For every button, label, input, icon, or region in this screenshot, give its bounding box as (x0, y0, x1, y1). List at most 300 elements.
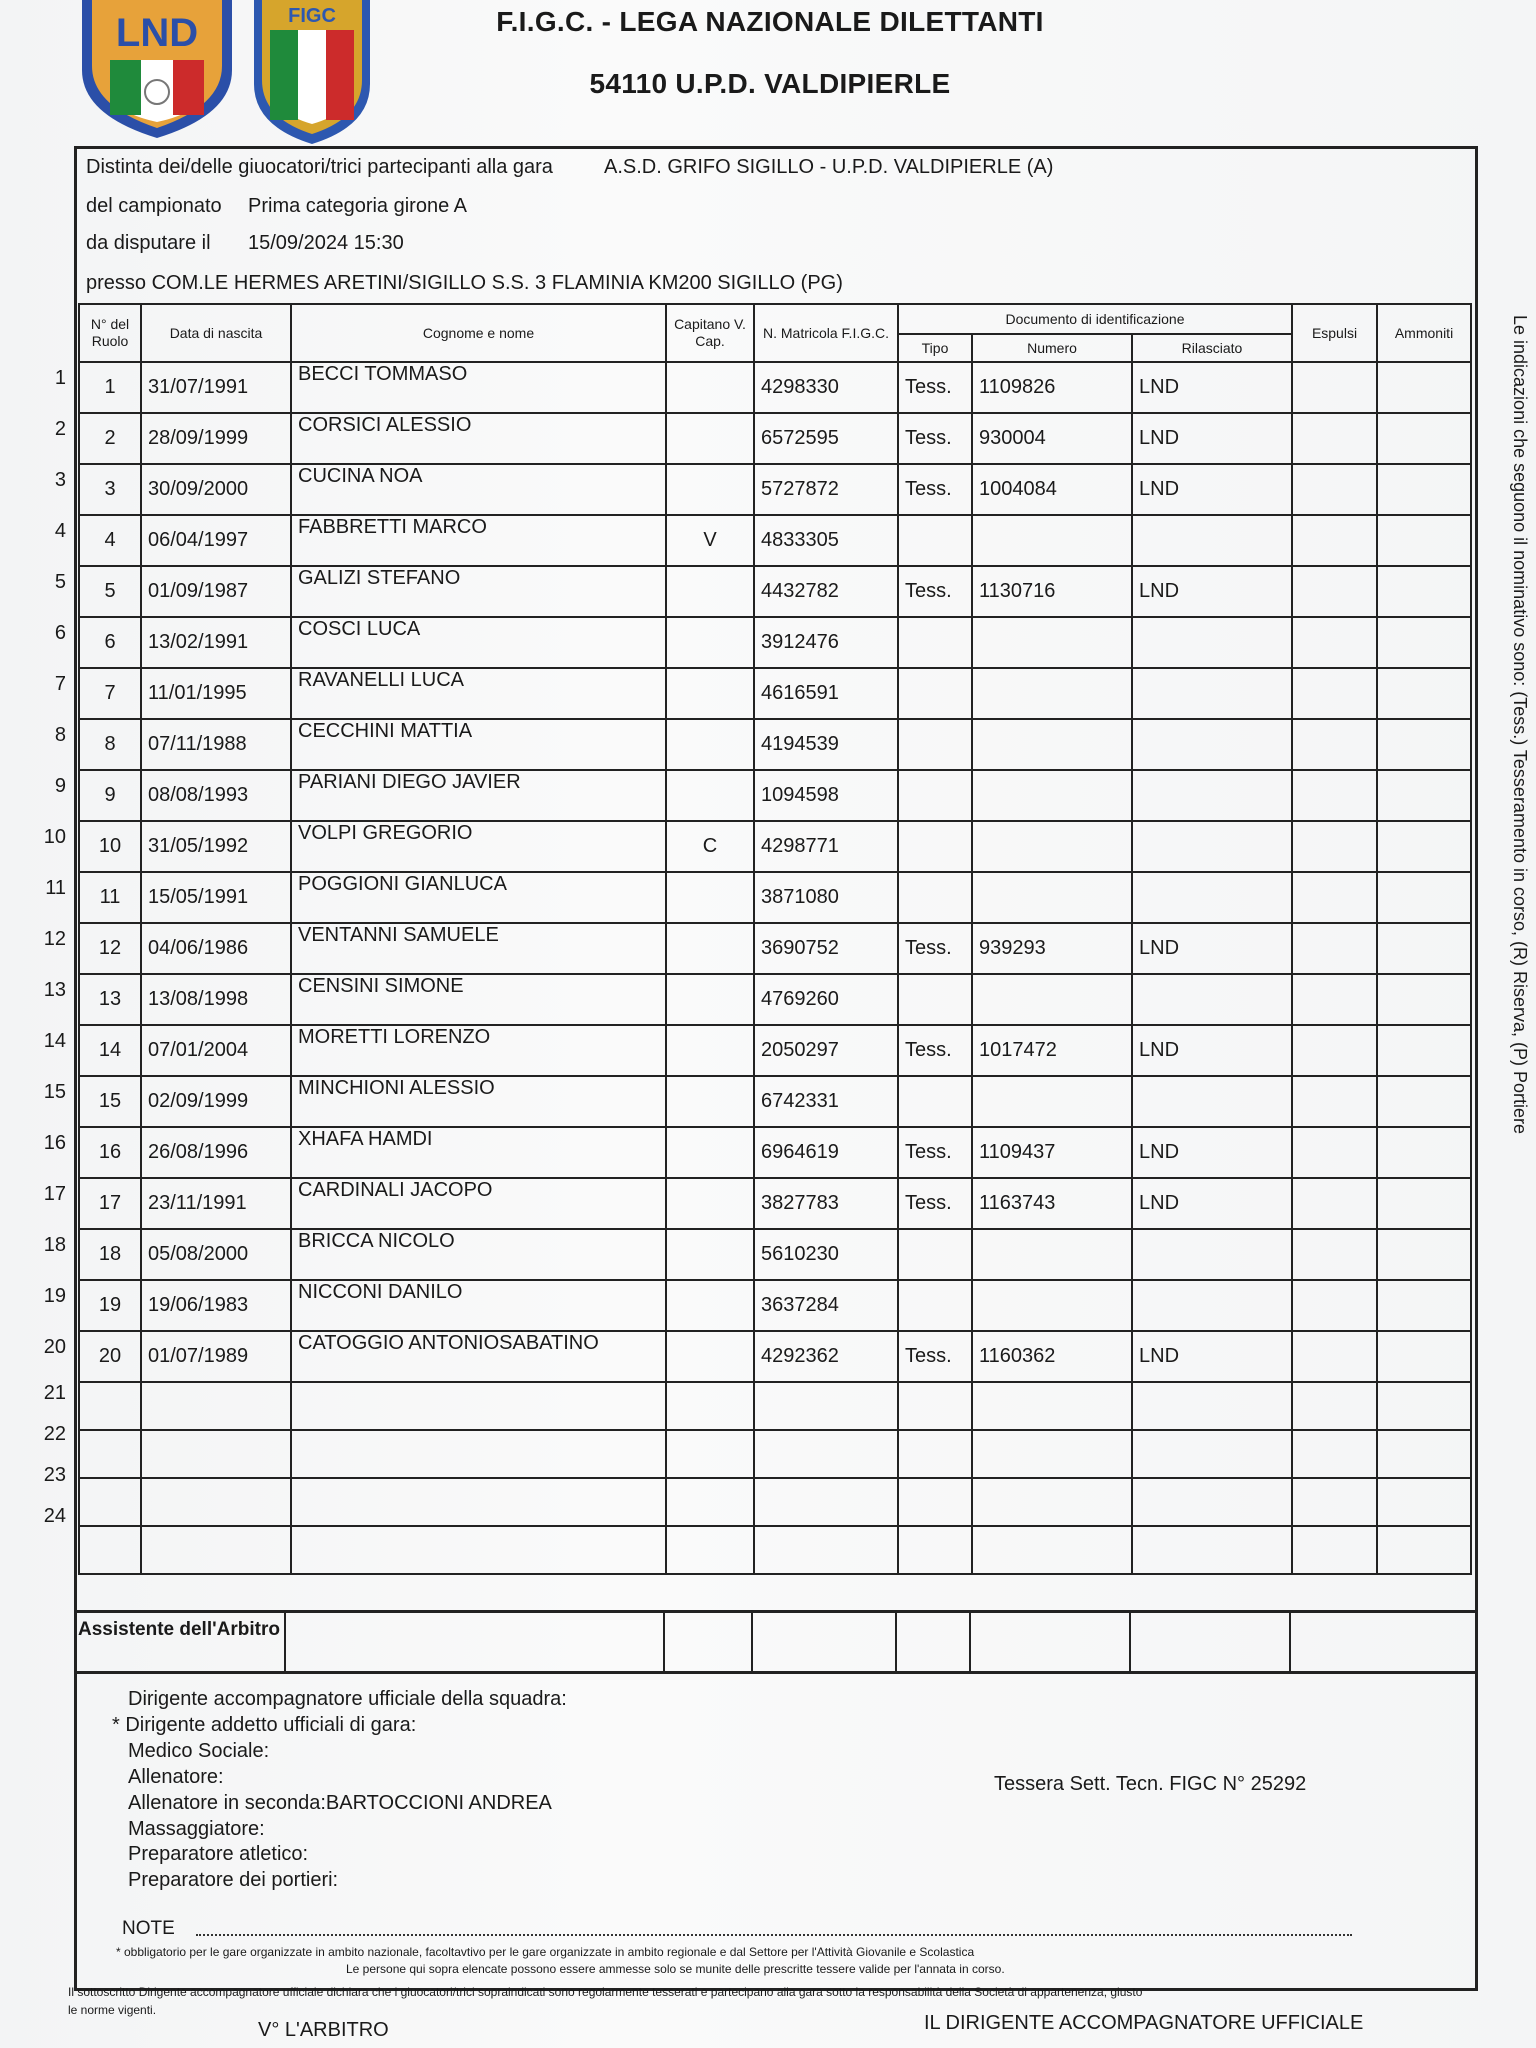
cell-dob: 31/05/1992 (141, 821, 291, 872)
cell-ruolo: 11 (79, 872, 141, 923)
assistant-label: Assistente dell'Arbitro (74, 1613, 286, 1671)
cell-dob (141, 1526, 291, 1574)
cell-espulsi (1292, 1025, 1377, 1076)
cell-dob: 07/01/2004 (141, 1025, 291, 1076)
cell-rilasciato: LND (1132, 1178, 1292, 1229)
cell-name: FABBRETTI MARCO (291, 515, 666, 566)
cell-rilasciato: LND (1132, 464, 1292, 515)
cell-capitano (666, 566, 754, 617)
cell-espulsi (1292, 1076, 1377, 1127)
cell-ruolo: 16 (79, 1127, 141, 1178)
cell-tipo (898, 1430, 972, 1478)
cell-matricola: 2050297 (754, 1025, 898, 1076)
cell-dob: 26/08/1996 (141, 1127, 291, 1178)
cell-ammoniti (1377, 1229, 1471, 1280)
cell-rilasciato (1132, 1382, 1292, 1430)
cell-ruolo: 8 (79, 719, 141, 770)
cell-numero (972, 872, 1132, 923)
cell-ammoniti (1377, 1280, 1471, 1331)
cell-dob: 15/05/1991 (141, 872, 291, 923)
player-row (79, 1382, 1471, 1430)
cell-espulsi (1292, 974, 1377, 1025)
row-number: 21 (43, 1381, 66, 1404)
cell-ammoniti (1377, 413, 1471, 464)
col-espulsi: Espulsi (1292, 304, 1377, 362)
cell-rilasciato: LND (1132, 1331, 1292, 1382)
cell-dob: 13/02/1991 (141, 617, 291, 668)
cell-dob: 07/11/1988 (141, 719, 291, 770)
row-number: 1 (54, 366, 66, 389)
staff-dirigente: Dirigente accompagnatore ufficiale della squadra: (128, 1688, 567, 1710)
cell-rilasciato: LND (1132, 413, 1292, 464)
cell-ammoniti (1377, 719, 1471, 770)
cell-matricola: 4298771 (754, 821, 898, 872)
staff-preparatore-atletico: Preparatore atletico: (128, 1843, 309, 1865)
cell-numero: 1109437 (972, 1127, 1132, 1178)
cell-matricola (754, 1478, 898, 1526)
cell-tipo: Tess. (898, 413, 972, 464)
row-number: 12 (43, 927, 66, 950)
cell-matricola: 3637284 (754, 1280, 898, 1331)
cell-name: CENSINI SIMONE (291, 974, 666, 1025)
player-row (79, 923, 1471, 974)
date-line (86, 232, 404, 255)
cell-capitano (666, 362, 754, 413)
match-name: A.S.D. GRIFO SIGILLO - U.P.D. VALDIPIERLE (A) (604, 156, 1054, 178)
cell-name: XHAFA HAMDI (291, 1127, 666, 1178)
cell-name: NICCONI DANILO (291, 1280, 666, 1331)
col-nascita: Data di nascita (141, 304, 291, 362)
cell-numero: 1130716 (972, 566, 1132, 617)
cell-rilasciato (1132, 668, 1292, 719)
col-rilasciato: Rilasciato (1132, 334, 1292, 362)
cell-capitano (666, 413, 754, 464)
cell-ammoniti (1377, 1025, 1471, 1076)
cell-ammoniti (1377, 923, 1471, 974)
cell-dob: 19/06/1983 (141, 1280, 291, 1331)
cell-matricola: 4194539 (754, 719, 898, 770)
player-row (79, 362, 1471, 413)
col-nome: Cognome e nome (291, 304, 666, 362)
row-number: 9 (54, 774, 66, 797)
player-row (79, 1076, 1471, 1127)
row-number: 5 (54, 570, 66, 593)
cell-espulsi (1292, 872, 1377, 923)
cell-numero: 1017472 (972, 1025, 1132, 1076)
cell-tipo: Tess. (898, 464, 972, 515)
player-row (79, 1430, 1471, 1478)
cell-numero: 1109826 (972, 362, 1132, 413)
cell-capitano (666, 1382, 754, 1430)
cell-capitano (666, 872, 754, 923)
cell-capitano (666, 464, 754, 515)
cell-numero: 1004084 (972, 464, 1132, 515)
cell-name: CORSICI ALESSIO (291, 413, 666, 464)
row-number: 11 (45, 876, 66, 899)
cell-tipo: Tess. (898, 1178, 972, 1229)
cell-tipo (898, 770, 972, 821)
championship-value: Prima categoria girone A (248, 195, 468, 217)
cell-ruolo: 19 (79, 1280, 141, 1331)
row-number: 13 (43, 978, 66, 1001)
intro-label: Distinta dei/delle giuocatori/trici partecipanti alla gara (86, 156, 553, 178)
row-number: 10 (43, 825, 66, 848)
assistant-row (74, 1610, 1478, 1674)
row-number: 23 (43, 1463, 66, 1486)
cell-espulsi (1292, 413, 1377, 464)
player-row (79, 974, 1471, 1025)
cell-name (291, 1382, 666, 1430)
cell-dob: 30/09/2000 (141, 464, 291, 515)
cell-matricola: 6742331 (754, 1076, 898, 1127)
cell-numero (972, 1526, 1132, 1574)
col-documento: Documento di identificazione (898, 304, 1292, 334)
cell-espulsi (1292, 821, 1377, 872)
cell-espulsi (1292, 668, 1377, 719)
cell-ammoniti (1377, 566, 1471, 617)
footnote-2: Le persone qui sopra elencate possono essere ammesse solo se munite delle prescritte tessere valide per l'annata in corso. (346, 1962, 1005, 1976)
cell-espulsi (1292, 770, 1377, 821)
cell-numero (972, 515, 1132, 566)
cell-espulsi (1292, 566, 1377, 617)
cell-ruolo: 3 (79, 464, 141, 515)
venue-line: presso COM.LE HERMES ARETINI/SIGILLO S.S. 3 FLAMINIA KM200 SIGILLO (PG) (86, 272, 843, 294)
cell-rilasciato: LND (1132, 566, 1292, 617)
cell-ruolo: 17 (79, 1178, 141, 1229)
cell-matricola: 5610230 (754, 1229, 898, 1280)
cell-rilasciato (1132, 515, 1292, 566)
cell-capitano (666, 1526, 754, 1574)
player-row (79, 515, 1471, 566)
cell-matricola: 4833305 (754, 515, 898, 566)
cell-rilasciato (1132, 719, 1292, 770)
side-legend (1502, 315, 1532, 1265)
player-row (79, 719, 1471, 770)
tessera-number: Tessera Sett. Tecn. FIGC N° 25292 (994, 1773, 1307, 1795)
cell-dob: 04/06/1986 (141, 923, 291, 974)
cell-matricola: 6572595 (754, 413, 898, 464)
signature-dirigente: IL DIRIGENTE ACCOMPAGNATORE UFFICIALE (924, 2012, 1364, 2034)
cell-ruolo: 20 (79, 1331, 141, 1382)
cell-ammoniti (1377, 1382, 1471, 1430)
cell-capitano (666, 668, 754, 719)
cell-ammoniti (1377, 1430, 1471, 1478)
col-capitano: Capitano V. Cap. (666, 304, 754, 362)
cell-rilasciato: LND (1132, 923, 1292, 974)
cell-numero (972, 668, 1132, 719)
cell-capitano (666, 1229, 754, 1280)
cell-rilasciato (1132, 1076, 1292, 1127)
cell-matricola: 4769260 (754, 974, 898, 1025)
cell-ammoniti (1377, 1331, 1471, 1382)
cell-capitano (666, 1127, 754, 1178)
cell-dob: 08/08/1993 (141, 770, 291, 821)
cell-dob (141, 1430, 291, 1478)
cell-rilasciato: LND (1132, 1025, 1292, 1076)
row-number: 18 (43, 1233, 66, 1256)
cell-ruolo: 9 (79, 770, 141, 821)
row-number: 14 (43, 1029, 66, 1052)
cell-matricola: 1094598 (754, 770, 898, 821)
cell-tipo (898, 719, 972, 770)
cell-tipo: Tess. (898, 1127, 972, 1178)
cell-name (291, 1430, 666, 1478)
match-datetime: 15/09/2024 15:30 (248, 232, 404, 254)
svg-text:LND: LND (115, 11, 199, 55)
cell-dob (141, 1478, 291, 1526)
cell-dob: 05/08/2000 (141, 1229, 291, 1280)
cell-ruolo: 6 (79, 617, 141, 668)
cell-rilasciato (1132, 1478, 1292, 1526)
cell-rilasciato (1132, 1526, 1292, 1574)
cell-name: PARIANI DIEGO JAVIER (291, 770, 666, 821)
cell-rilasciato (1132, 1229, 1292, 1280)
row-number: 3 (54, 468, 66, 491)
cell-espulsi (1292, 1526, 1377, 1574)
svg-text:FIGC: FIGC (288, 5, 336, 27)
cell-name: BRICCA NICOLO (291, 1229, 666, 1280)
cell-tipo (898, 668, 972, 719)
declaration-2: le norme vigenti. (68, 2003, 157, 2017)
row-number: 17 (43, 1182, 66, 1205)
cell-capitano (666, 719, 754, 770)
cell-name: RAVANELLI LUCA (291, 668, 666, 719)
staff-allenatore: Allenatore: (128, 1766, 224, 1788)
cell-ammoniti (1377, 1076, 1471, 1127)
row-number: 15 (43, 1080, 66, 1103)
col-ruolo: N° del Ruolo (79, 304, 141, 362)
footnote-1: * obbligatorio per le gare organizzate in ambito nazionale, facoltavtivo per le gare organizzate in ambito regionale e dal Settore per l'Attività Giovanile e Scolastica (116, 1945, 975, 1959)
cell-matricola: 5727872 (754, 464, 898, 515)
cell-tipo: Tess. (898, 362, 972, 413)
cell-tipo (898, 1229, 972, 1280)
cell-espulsi (1292, 923, 1377, 974)
staff-allenatore-seconda (128, 1792, 552, 1815)
cell-tipo (898, 515, 972, 566)
cell-espulsi (1292, 719, 1377, 770)
cell-name: BECCI TOMMASO (291, 362, 666, 413)
cell-ruolo: 7 (79, 668, 141, 719)
player-row (79, 566, 1471, 617)
cell-numero (972, 1382, 1132, 1430)
cell-ammoniti (1377, 617, 1471, 668)
cell-tipo (898, 1280, 972, 1331)
cell-tipo (898, 974, 972, 1025)
staff-massaggiatore: Massaggiatore: (128, 1818, 265, 1840)
cell-tipo: Tess. (898, 923, 972, 974)
cell-tipo (898, 1076, 972, 1127)
cell-name: MINCHIONI ALESSIO (291, 1076, 666, 1127)
cell-name (291, 1478, 666, 1526)
cell-matricola (754, 1430, 898, 1478)
cell-capitano (666, 1076, 754, 1127)
cell-capitano (666, 1478, 754, 1526)
cell-matricola (754, 1382, 898, 1430)
cell-tipo: Tess. (898, 1025, 972, 1076)
cell-name: GALIZI STEFANO (291, 566, 666, 617)
cell-ammoniti (1377, 362, 1471, 413)
cell-ruolo: 4 (79, 515, 141, 566)
cell-matricola: 6964619 (754, 1127, 898, 1178)
cell-ruolo: 10 (79, 821, 141, 872)
cell-ammoniti (1377, 974, 1471, 1025)
declaration-1: Il sottoscritto Dirigente accompagnatore ufficiale dichiara che i giuocatori/trici sopraindicati sono regolarmente tesserati e partecipano alla gara sotto la responsabilità della Società di appartenenza, giusto (68, 1985, 1143, 1999)
row-number: 16 (43, 1131, 66, 1154)
cell-dob: 31/07/1991 (141, 362, 291, 413)
cell-capitano (666, 1331, 754, 1382)
cell-dob (141, 1382, 291, 1430)
cell-capitano (666, 617, 754, 668)
cell-capitano: C (666, 821, 754, 872)
row-number: 7 (54, 672, 66, 695)
cell-ruolo (79, 1526, 141, 1574)
cell-tipo: Tess. (898, 1331, 972, 1382)
row-number: 4 (54, 519, 66, 542)
row-number: 2 (54, 417, 66, 440)
cell-name: COSCI LUCA (291, 617, 666, 668)
figc-logo (254, 0, 370, 146)
cell-capitano (666, 1280, 754, 1331)
col-matricola: N. Matricola F.I.G.C. (754, 304, 898, 362)
cell-ruolo: 12 (79, 923, 141, 974)
players-body (79, 362, 1471, 1574)
cell-ammoniti (1377, 1127, 1471, 1178)
cell-ruolo (79, 1382, 141, 1430)
cell-numero: 930004 (972, 413, 1132, 464)
cell-rilasciato (1132, 821, 1292, 872)
cell-espulsi (1292, 1331, 1377, 1382)
cell-name: CECCHINI MATTIA (291, 719, 666, 770)
cell-tipo (898, 821, 972, 872)
cell-ruolo: 18 (79, 1229, 141, 1280)
cell-numero: 1163743 (972, 1178, 1132, 1229)
cell-ruolo: 14 (79, 1025, 141, 1076)
player-row (79, 1025, 1471, 1076)
staff-preparatore-portieri: Preparatore dei portieri: (128, 1869, 339, 1891)
championship-line (86, 195, 467, 218)
championship-label: del campionato (86, 195, 222, 217)
cell-capitano: V (666, 515, 754, 566)
allenatore-seconda-label: Allenatore in seconda: (128, 1792, 326, 1814)
cell-matricola: 3871080 (754, 872, 898, 923)
cell-ammoniti (1377, 821, 1471, 872)
cell-tipo (898, 1382, 972, 1430)
cell-rilasciato: LND (1132, 362, 1292, 413)
player-row (79, 1178, 1471, 1229)
staff-medico: Medico Sociale: (128, 1740, 270, 1762)
players-table (78, 303, 1472, 1575)
cell-rilasciato (1132, 1280, 1292, 1331)
cell-capitano (666, 1430, 754, 1478)
allenatore-seconda-name: BARTOCCIONI ANDREA (325, 1792, 552, 1814)
cell-ammoniti (1377, 1178, 1471, 1229)
row-number: 20 (43, 1335, 66, 1358)
signature-referee: V° L'ARBITRO (258, 2019, 389, 2041)
cell-tipo: Tess. (898, 566, 972, 617)
club-title: 54110 U.P.D. VALDIPIERLE (589, 68, 951, 99)
cell-tipo (898, 1526, 972, 1574)
cell-dob: 01/07/1989 (141, 1331, 291, 1382)
cell-dob: 28/09/1999 (141, 413, 291, 464)
cell-ammoniti (1377, 515, 1471, 566)
cell-matricola (754, 1526, 898, 1574)
cell-numero (972, 974, 1132, 1025)
cell-ammoniti (1377, 1478, 1471, 1526)
cell-ruolo (79, 1478, 141, 1526)
cell-name: CUCINA NOA (291, 464, 666, 515)
cell-capitano (666, 974, 754, 1025)
note-label: NOTE (122, 1918, 175, 1939)
cell-name: CARDINALI JACOPO (291, 1178, 666, 1229)
cell-capitano (666, 1178, 754, 1229)
lnd-logo (82, 0, 232, 140)
cell-name: VENTANNI SAMUELE (291, 923, 666, 974)
cell-espulsi (1292, 464, 1377, 515)
cell-ammoniti (1377, 464, 1471, 515)
row-number: 22 (43, 1422, 66, 1445)
cell-name: CATOGGIO ANTONIOSABATINO (291, 1331, 666, 1382)
cell-tipo (898, 1478, 972, 1526)
cell-rilasciato: LND (1132, 1127, 1292, 1178)
cell-numero (972, 1229, 1132, 1280)
player-row (79, 464, 1471, 515)
cell-espulsi (1292, 515, 1377, 566)
player-row (79, 617, 1471, 668)
side-legend-text: Le indicazioni che seguono il nominativo sono: (Tess.) Tesseramento in corso, (R) Riserva, (P) Portiere (1510, 315, 1530, 1135)
player-row (79, 1526, 1471, 1574)
player-row (79, 1331, 1471, 1382)
cell-matricola: 4616591 (754, 668, 898, 719)
cell-ruolo (79, 1430, 141, 1478)
player-row (79, 770, 1471, 821)
cell-rilasciato (1132, 1430, 1292, 1478)
cell-espulsi (1292, 1382, 1377, 1430)
cell-rilasciato (1132, 617, 1292, 668)
cell-capitano (666, 1025, 754, 1076)
cell-dob: 01/09/1987 (141, 566, 291, 617)
col-tipo: Tipo (898, 334, 972, 362)
cell-numero: 1160362 (972, 1331, 1132, 1382)
cell-matricola: 3912476 (754, 617, 898, 668)
cell-ammoniti (1377, 668, 1471, 719)
col-ammoniti: Ammoniti (1377, 304, 1471, 362)
org-title: F.I.G.C. - LEGA NAZIONALE DILETTANTI (496, 6, 1044, 37)
cell-ammoniti (1377, 1526, 1471, 1574)
row-number: 19 (43, 1284, 66, 1307)
match-intro (86, 156, 1053, 179)
cell-ammoniti (1377, 770, 1471, 821)
staff-addetto: * Dirigente addetto ufficiali di gara: (112, 1714, 417, 1736)
cell-espulsi (1292, 1430, 1377, 1478)
cell-espulsi (1292, 1127, 1377, 1178)
cell-numero (972, 1478, 1132, 1526)
cell-ruolo: 15 (79, 1076, 141, 1127)
player-row (79, 668, 1471, 719)
cell-espulsi (1292, 1478, 1377, 1526)
cell-espulsi (1292, 1229, 1377, 1280)
cell-matricola: 3690752 (754, 923, 898, 974)
cell-numero: 939293 (972, 923, 1132, 974)
cell-name: POGGIONI GIANLUCA (291, 872, 666, 923)
cell-dob: 23/11/1991 (141, 1178, 291, 1229)
row-number: 6 (54, 621, 66, 644)
note-line (196, 1914, 1352, 1936)
row-number: 8 (54, 723, 66, 746)
cell-matricola: 4292362 (754, 1331, 898, 1382)
cell-name: MORETTI LORENZO (291, 1025, 666, 1076)
cell-capitano (666, 923, 754, 974)
cell-numero (972, 617, 1132, 668)
